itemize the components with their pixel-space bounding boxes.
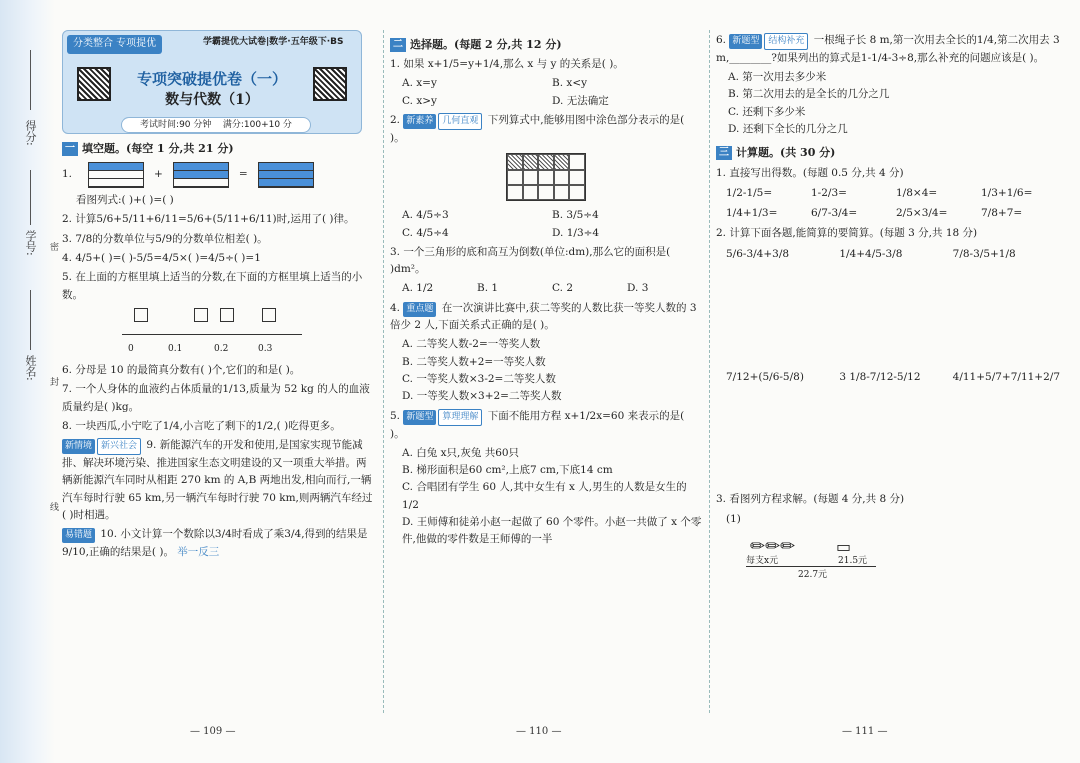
calc-item: 5/6-3/4+3/8 [726,247,790,260]
option[interactable]: D. 王师傅和徒弟小赵一起做了 60 个零件。小赵一共做了 x 个零件,他做的零件数是王师傅的一半 [402,516,702,546]
question: 6. 分母是 10 的最简真分数有( )个,它们的和是( )。 [62,364,301,377]
option[interactable]: C. 2 [552,282,574,295]
option[interactable]: B. 3/5÷4 [552,209,599,222]
question [62,160,376,190]
tag-badge: 新素养 [403,114,436,129]
question: 4. 重点题 在一次演讲比赛中,获二等奖的人数比获一等奖人数的 3 倍少 2 人,下面关系式正确的是( )。 [390,301,697,332]
page-number: — 111 — [842,726,888,737]
tick-label: 0.2 [214,344,229,355]
question-text: 一根绳子长 8 m,第一次用去全长的1/4,第二次用去 3 m,________?如果列出的算式是1-1/4-3÷8,那么补充的问题应该是( )。 [716,34,1060,64]
column-divider [709,30,710,713]
question: 3. 看图列方程求解。(每题 4 分,共 8 分) [716,493,905,506]
option[interactable]: A. 白兔 x只,灰兔 共60只 [402,446,520,459]
section-number: 三 [716,146,732,160]
answer-space[interactable] [716,389,1066,489]
page-number: — 110 — [516,726,562,737]
seal-word: 封 [50,378,60,388]
pencil-icon: ✏✏✏ [750,536,796,558]
tag-badge: 新情境 [62,439,95,454]
option[interactable]: D. 一等奖人数×3+2=二等奖人数 [402,390,562,403]
option[interactable]: A. x=y [402,77,437,90]
calc-row [716,185,1066,202]
question: 3. 7/8的分数单位与5/9的分数单位相差( )。 [62,232,268,245]
option[interactable]: C. 一等奖人数×3-2=二等奖人数 [402,373,556,386]
fraction-bars-figure: + = [88,162,314,188]
question-text: 9. 新能源汽车的开发和使用,是国家实现节能减排、解决环境污染、推进国家生态文明建设的又一项重大举措。两辆新能源汽车同时从相距 270 km 的 A,B 两地出发,相向而行,一辆汽车每时行驶 65 km,另一辆汽车每时行驶 70 km,则两辆汽车经过( )时相遇。 [62,439,373,522]
question: 5. 在上面的方框里填上适当的分数,在下面的方框里填上适当的小数。 [62,271,363,301]
number-line [122,334,302,335]
question: 看图列式:( )+( )=( ) [76,194,174,207]
question-text: 下列算式中,能够用图中涂色部分表示的是( )。 [390,114,685,144]
answer-space[interactable] [716,266,1066,366]
tag-badge: 重点题 [403,302,436,317]
option[interactable]: C. 合唱团有学生 60 人,其中女生有 x 人,男生的人数是女生的1/2 [402,481,687,511]
question: 8. 一块西瓜,小宁吃了1/4,小言吃了剩下的1/2,( )吃得更多。 [62,419,341,432]
calc-row [716,205,1066,222]
answer-box[interactable] [220,308,234,322]
calc-item: 1/8×4= [896,186,938,199]
question: 4. 4/5+( )=( )-5/5=4/5×( )=4/5÷( )=1 [62,252,261,265]
tag-badge: 新兴社会 [97,438,141,455]
brace-line [746,566,876,567]
binding-line [30,290,31,350]
column-3 [716,30,1066,733]
shaded-grid-figure [506,153,586,201]
option[interactable]: D. 1/3÷4 [552,226,600,239]
column-divider [383,30,384,713]
calc-item: 1/2-1/5= [726,186,773,199]
tick-label: 0 [128,344,134,355]
question: 6. 新题型 结构补充 一根绳子长 8 m,第一次用去全长的1/4,第二次用去 3 m,________?如果列出的算式是1-1/4-3÷8,那么补充的问题应该是( )。 [716,34,1060,64]
tag-badge: 几何直观 [438,113,482,130]
calc-row [716,369,1066,386]
question-text: 在一次演讲比赛中,获二等奖的人数比获一等奖人数的 3 倍少 2 人,下面关系式正确的是( )。 [390,301,697,332]
exam-time: 考试时间:90 分钟 [140,120,212,130]
pencil-eraser-figure [746,532,886,582]
page-subtitle: 数与代数（1） [165,92,259,108]
options [390,75,702,110]
exam-score: 满分:100+10 分 [222,120,292,130]
options [390,207,702,242]
number-label: 学号: [24,230,37,256]
tag-badge: 新题型 [403,410,436,425]
option[interactable]: B. 第二次用去的是全长的几分之几 [728,88,890,101]
page-title: 专项突破提优卷（一） [136,70,287,88]
question-text: 10. 小文计算一个数除以3/4时看成了乘3/4,得到的结果是9/10,正确的结果是( )。 [62,528,368,558]
question: 5. 新题型 算理理解 下面不能用方程 x+1/2x=60 来表示的是( )。 [390,409,685,440]
calc-item: 1/4+4/5-3/8 [839,247,903,260]
binding-strip [0,0,60,763]
tick-label: 0.1 [168,344,183,355]
answer-box[interactable] [194,308,208,322]
binding-line [30,170,31,225]
tag-badge: 易错题 [62,528,95,543]
header-tag: 分类整合 专项提优 [67,35,162,54]
section-heading [390,36,702,54]
calc-item: 6/7-3/4= [811,207,858,220]
tag-badge: 新题型 [729,34,762,49]
question [62,526,376,561]
option[interactable]: C. x>y [402,94,437,107]
name-label: 姓名: [24,355,37,381]
header-box [62,30,362,134]
question: 2. 计算5/6+5/11+6/11=5/6+(5/11+6/11)时,运用了( )律。 [62,213,355,226]
section-heading [716,144,1066,162]
calc-row [716,246,1066,263]
options [390,280,702,297]
option[interactable]: B. 1 [477,282,499,295]
question-text: 下面不能用方程 x+1/2x=60 来表示的是( )。 [390,409,685,440]
options [716,69,1066,138]
column-1 [62,30,376,733]
column-2 [390,30,702,733]
score-label: 得分: [24,120,37,146]
binding-line [30,50,31,110]
fraction-bar [88,162,144,188]
option[interactable]: B. 梯形面积是60 cm²,上底7 cm,下底14 cm [402,464,613,477]
option[interactable]: B. x<y [552,77,588,90]
calc-item: 7/8+7= [981,207,1023,220]
figure-label: 22.7元 [798,570,828,581]
page-number: — 109 — [190,726,236,737]
calc-item: 4/11+5/7+7/11+2/7 [952,371,1061,384]
tag-badge: 结构补充 [764,33,808,50]
calc-item: 7/8-3/5+1/8 [952,247,1016,260]
question: 2. 计算下面各题,能简算的要简算。(每题 3 分,共 18 分) [716,227,978,240]
option[interactable]: D. 还剩下全长的几分之几 [728,123,848,136]
options [390,336,702,405]
eraser-icon: ▭ [836,537,852,557]
option[interactable]: B. 二等奖人数+2=一等奖人数 [402,355,546,368]
section-title: 计算题。(共 30 分) [736,146,836,160]
question-number: (1) [726,512,741,525]
extend-link[interactable]: 举一反三 [177,545,220,558]
question: 2. 新素养 几何直观 下列算式中,能够用图中涂色部分表示的是( )。 [390,114,685,144]
section-title: 填空题。(每空 1 分,共 21 分) [82,142,234,155]
fraction-bar [173,162,229,188]
section-number: 一 [62,142,78,156]
number-line-figure [122,308,302,358]
section-title: 选择题。(每题 2 分,共 12 分) [410,38,562,51]
question-number: 1. [62,168,73,181]
header-series: 学霸提优大试卷|数学·五年级下·BS [203,37,344,47]
section-heading [62,140,376,158]
option[interactable]: A. 二等奖人数-2=一等奖人数 [402,338,541,351]
calc-item: 7/12+(5/6-5/8) [726,371,804,384]
option[interactable]: C. 4/5÷4 [402,226,449,239]
fraction-bar [258,162,314,188]
exam-info [121,117,311,133]
tick-label: 0.3 [258,344,273,355]
figure-label: 每支x元 [746,556,779,567]
option[interactable]: A. 1/2 [402,282,434,295]
answer-box[interactable] [134,308,148,322]
question [62,437,376,524]
answer-box[interactable] [262,308,276,322]
figure-label: 21.5元 [838,556,868,567]
question: 1. 直接写出得数。(每题 0.5 分,共 4 分) [716,166,904,179]
question: 1. 如果 x+1/5=y+1/4,那么 x 与 y 的关系是( )。 [390,58,624,71]
option[interactable]: D. 无法确定 [552,94,609,107]
question: 7. 一个人身体的血液约占体质量的1/13,质量为 52 kg 的人的血液质量约是( )kg。 [62,383,370,413]
section-number: 二 [390,38,406,52]
calc-item: 1/3+1/6= [981,186,1033,199]
question: 3. 一个三角形的底和高互为倒数(单位:dm),那么它的面积是( )dm²。 [390,245,671,276]
option[interactable]: C. 还剩下多少米 [728,105,806,118]
seal-word: 线 [50,503,60,513]
calc-item: 1-2/3= [811,186,847,199]
option[interactable]: D. 3 [627,282,649,295]
option[interactable]: A. 4/5÷3 [402,209,449,222]
calc-item: 3 1/8-7/12-5/12 [839,371,921,384]
calc-item: 1/4+1/3= [726,207,778,220]
calc-item: 2/5×3/4= [896,207,948,220]
option[interactable]: A. 第一次用去多少米 [728,71,827,84]
tag-badge: 算理理解 [438,409,482,426]
options [390,445,702,549]
seal-word: 密 [50,243,60,253]
